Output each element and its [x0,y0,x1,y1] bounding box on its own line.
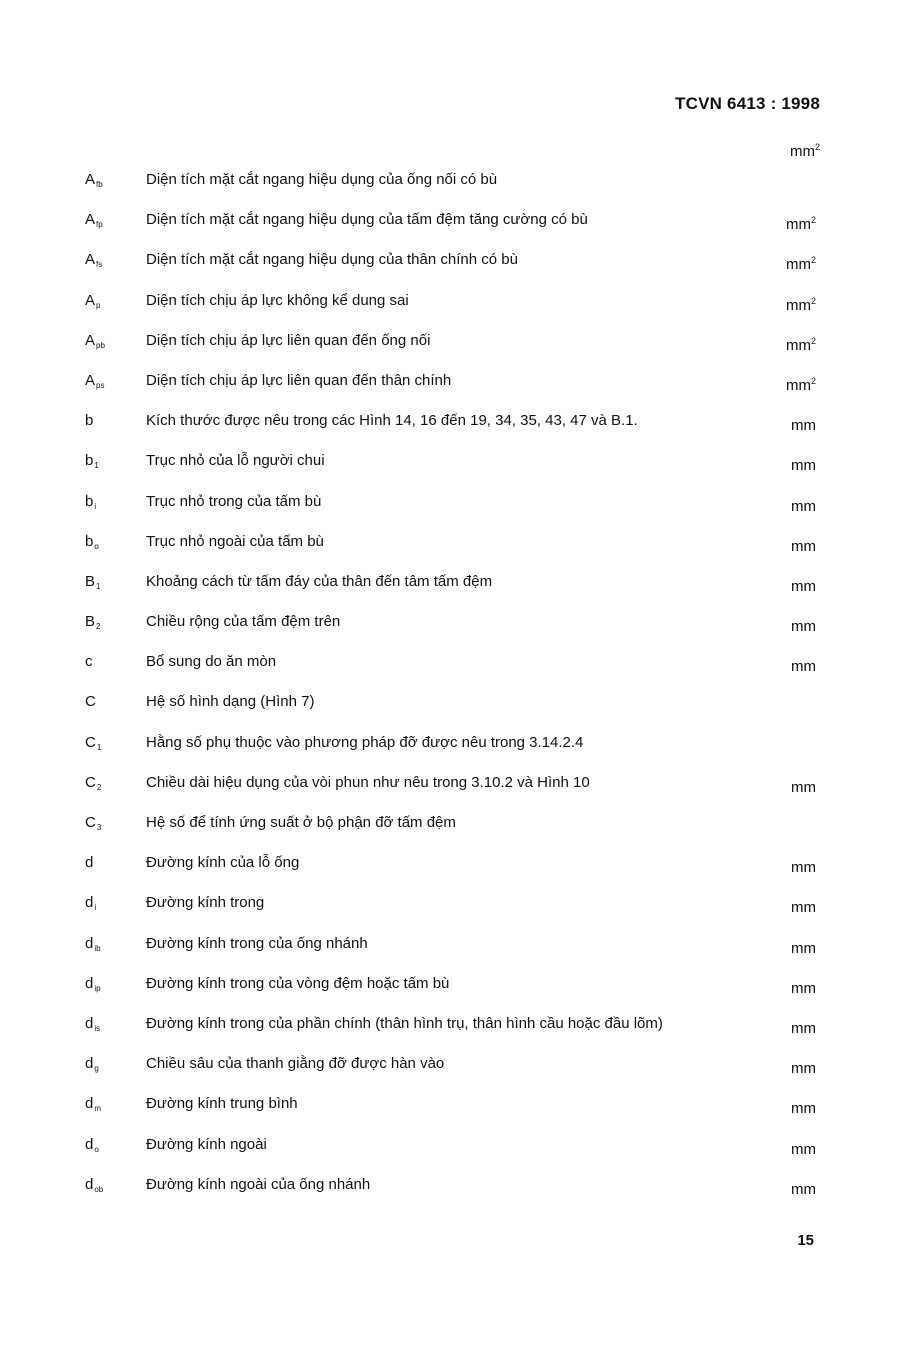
symbol-unit [791,763,816,808]
symbol-subscript: o [94,1144,99,1154]
symbol-unit [786,361,816,406]
symbol [85,883,96,928]
unit-base: mm [791,778,816,796]
symbol [85,522,99,567]
symbol-subscript: o [94,541,99,551]
symbol-letter: A [85,211,96,229]
unit-base: mm [791,939,816,957]
symbol-row [0,1004,898,1044]
symbol-subscript: g [94,1064,99,1074]
symbol [85,321,105,366]
unit-base: mm [791,1019,816,1037]
symbol-row [0,843,898,883]
symbol-subscript: 1 [96,581,101,591]
symbol [85,361,104,406]
symbol-letter: b [85,412,94,430]
unit-base: mm [791,457,816,475]
unit-base: mm [791,979,816,997]
unit-base: mm [791,1100,816,1118]
symbol [85,763,101,808]
symbol-row [0,200,898,240]
symbol-unit [791,602,816,647]
symbol-letter: d [85,1014,94,1032]
unit-base: mm [791,1180,816,1198]
unit-base: mm [789,143,815,160]
symbol [85,240,102,285]
symbol-letter: A [85,371,96,389]
symbol-row [0,522,898,562]
symbol-description: Diện tích mặt cắt ngang hiệu dụng của thân chính có bù [146,251,518,269]
symbol-subscript: fs [96,260,103,270]
document-header: TCVN 6413 : 1998 [675,94,820,113]
unit-exponent: 2 [810,335,816,346]
symbol-description: Diện tích mặt cắt ngang hiệu dụng của ống nối có bù [146,171,498,188]
symbol-unit [791,1004,816,1049]
symbol-subscript: i [94,903,97,913]
symbol-row [0,562,898,602]
symbol-letter: C [85,693,96,711]
symbol-row [0,160,898,200]
symbol [85,401,94,446]
unit-base: mm [791,417,816,435]
unit-base: mm [791,1060,816,1078]
symbol [85,281,100,326]
symbol-unit [786,200,816,245]
symbol-unit [791,1125,816,1170]
symbol-letter: C [85,814,96,831]
symbol-letter: d [85,1135,94,1153]
symbol-description: Hằng số phụ thuộc vào phương pháp đỡ được nêu trong 3.14.2.4 [146,733,584,751]
symbol-subscript: 1 [94,461,99,471]
unit-base: mm [785,216,811,234]
symbol-description: Diện tích chịu áp lực liên quan đến thân chính [146,371,452,389]
symbol-row [0,1044,898,1084]
symbol-description: Chiều rộng của tấm đệm trên [146,613,341,631]
symbol-letter: b [85,532,94,550]
symbol-row [0,883,898,923]
symbol-description: Đường kính trong [146,894,265,912]
symbol-row [0,482,898,522]
page-number: 15 [797,1232,814,1249]
symbol [85,964,101,1009]
symbol-letter: c [85,653,93,671]
unit-base: mm [785,336,811,354]
symbol-unit [791,522,816,567]
symbol-description: Diện tích chịu áp lực không kể dung sai [146,291,409,309]
symbol-unit [791,843,816,888]
symbol-row [0,723,898,763]
symbol-description: Trục nhỏ ngoài của tấm bù [146,532,324,550]
symbol-subscript: m [94,1104,102,1114]
symbol-unit [786,240,816,285]
symbol-description: Hệ số hình dạng (Hình 7) [146,693,315,711]
symbol-letter: A [85,251,96,269]
symbol-letter: d [85,894,94,912]
symbol-unit [791,924,816,969]
symbol-unit [791,1084,816,1129]
symbol [85,1084,101,1129]
symbol-letter: d [85,854,94,872]
symbol-description: Bổ sung do ăn mòn [146,653,277,671]
symbol-subscript: ps [96,380,105,390]
symbol-row [0,240,898,280]
symbol-subscript: is [94,1023,101,1033]
symbol-letter: A [85,291,96,309]
unit-base: mm [791,537,816,555]
symbol-unit [791,401,816,446]
symbol-letter: b [85,492,94,510]
symbol [85,562,100,607]
symbol-letter: C [85,733,96,751]
symbol-row [0,964,898,1004]
symbol-letter: d [85,974,94,992]
symbol [85,1125,99,1170]
symbol-row [0,1084,898,1124]
symbol [85,924,101,969]
unit-exponent: 2 [810,375,816,386]
symbol-subscript: 3 [96,823,102,832]
symbol-letter: B [85,572,96,590]
symbol [85,1165,103,1210]
symbol [85,441,99,486]
symbol-subscript: fp [96,220,103,230]
symbol-subscript: 2 [96,622,101,632]
symbol-letter: d [85,1095,94,1113]
symbol-description: Đường kính của lỗ ống [146,854,300,872]
symbol-unit [791,482,816,527]
symbol [85,682,97,727]
unit-exponent: 2 [810,215,816,226]
symbol [85,843,94,888]
unit-base: mm [791,618,816,636]
symbol [85,602,100,647]
first-row-unit [790,142,820,160]
symbol [85,482,96,527]
symbol-row [0,642,898,682]
symbol-subscript: 1 [96,742,102,752]
symbol-row [0,803,898,843]
symbol-row [0,763,898,803]
symbol-list [0,160,898,1205]
unit-base: mm [791,859,816,877]
symbol-unit [791,441,816,486]
symbol-description: Chiều dài hiệu dụng của vòi phun như nêu trong 3.10.2 và Hình 10 [146,773,590,791]
symbol-subscript: i [94,501,97,511]
unit-base: mm [785,296,811,314]
symbol-subscript: 2 [96,782,102,792]
symbol-description: Kích thước được nêu trong các Hình 14, 16 đến 19, 34, 35, 43, 47 và B.1. [146,412,638,430]
symbol-row [0,401,898,441]
symbol-row [0,1125,898,1165]
symbol-letter: B [85,613,96,631]
symbol-description: Diện tích mặt cắt ngang hiệu dụng của tấm đệm tăng cường có bù [146,211,588,229]
symbol-subscript: ib [94,943,101,953]
symbol-description: Đường kính trung bình [146,1095,298,1113]
unit-base: mm [791,497,816,515]
symbol-row [0,361,898,401]
unit-exponent: 2 [810,255,816,266]
symbol [85,1044,99,1089]
symbol [85,723,101,768]
symbol-description: Trục nhỏ trong của tấm bù [146,492,322,510]
symbol [85,200,103,245]
symbol-row [0,602,898,642]
symbol-unit [791,1044,816,1089]
unit-base: mm [785,256,811,274]
symbol-letter: A [85,171,96,188]
symbol-unit [786,281,816,326]
symbol-description: Đường kính trong của ống nhánh [146,934,368,952]
symbol-unit [791,964,816,1009]
symbol [85,160,103,205]
symbol-unit [786,321,816,366]
symbol-unit [791,562,816,607]
symbol-description: Đường kính trong của phần chính (thân hình trụ, thân hình cầu hoặc đầu lõm) [146,1014,663,1032]
symbol-letter: d [85,934,94,952]
symbol-letter: b [85,452,94,470]
unit-base: mm [791,577,816,595]
symbol-letter: d [85,1175,94,1193]
symbol-row [0,682,898,722]
unit-base: mm [791,899,816,917]
unit-exponent: 2 [810,295,816,306]
symbol [85,642,94,687]
symbol-subscript: fb [96,180,103,189]
symbol-row [0,321,898,361]
symbol [85,803,101,848]
symbol-description: Trục nhỏ của lỗ người chui [146,452,325,470]
symbol-subscript: p [96,300,101,310]
symbol-row [0,924,898,964]
unit-base: mm [785,376,811,394]
symbol-letter: d [85,1055,94,1073]
symbol-unit [791,642,816,687]
symbol-letter: A [85,331,96,349]
unit-exponent: 2 [814,142,820,152]
symbol-unit [791,883,816,928]
symbol-description: Chiều sâu của thanh giằng đỡ được hàn vào [146,1055,445,1073]
symbol-subscript: ip [94,983,101,993]
symbol-description: Hệ số để tính ứng suất ở bộ phận đỡ tấm đệm [146,814,456,831]
unit-base: mm [791,1140,816,1158]
symbol-unit [791,1165,816,1210]
symbol-row [0,441,898,481]
symbol-description: Đường kính ngoài của ống nhánh [146,1175,371,1193]
symbol-description: Khoảng cách từ tấm đáy của thân đến tâm tấm đệm [146,572,493,590]
symbol-subscript: ob [94,1184,104,1194]
symbol-letter: C [85,773,96,791]
symbol-subscript: pb [96,340,105,350]
symbol-row [0,281,898,321]
symbol-description: Đường kính ngoài [146,1135,267,1153]
symbol-description: Diện tích chịu áp lực liên quan đến ống nối [146,331,431,349]
symbol [85,1004,100,1049]
symbol-description: Đường kính trong của vòng đệm hoặc tấm bù [146,974,450,992]
unit-base: mm [791,658,816,676]
symbol-row [0,1165,898,1205]
